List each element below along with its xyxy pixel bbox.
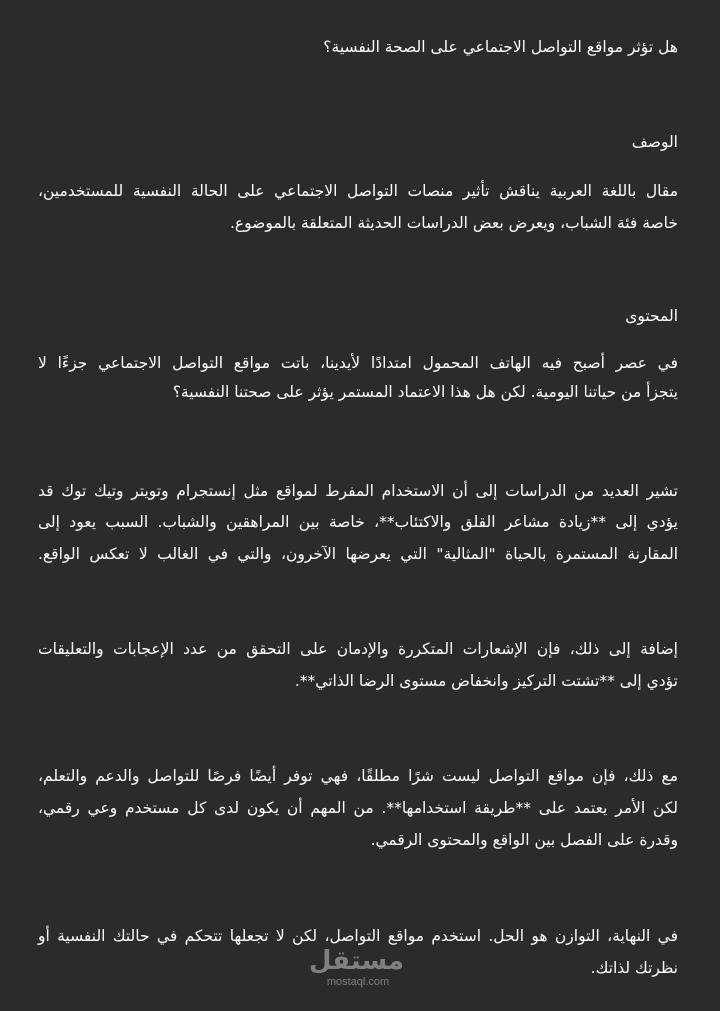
paragraph-line: في النهاية، التوازن هو الحل. استخدم مواقع التواصل، لكن لا تجعلها تتحكم في حالتك النفسية أو [38,927,678,945]
paragraph-line: نظرتك لذاتك. [590,959,678,977]
description-line: خاصة فئة الشباب، ويعرض بعض الدراسات الحديثة المتعلقة بالموضوع. [229,214,678,232]
paragraph-line: لكن الأمر يعتمد على **طريقة استخدامها**. من المهم أن يكون لدى كل مستخدم وعي رقمي، [38,799,678,817]
paragraph-line: يؤدي إلى **زيادة مشاعر القلق والاكتئاب**، خاصة بين المراهقين والشباب. السبب يعود إلى [38,513,678,531]
description-heading: الوصف [631,133,678,151]
description-line: مقال باللغة العربية يناقش تأثير منصات التواصل الاجتماعي على الحالة النفسية للمستخدمين، [38,182,678,200]
mostaql-watermark [308,946,404,989]
paragraph-line: في عصر أصبح فيه الهاتف المحمول امتدادًا لأيدينا، باتت مواقع التواصل الاجتماعي جزءًا لا [38,354,678,372]
watermark-url: mostaql.com [326,976,390,988]
paragraph-line: المقارنة المستمرة بالحياة "المثالية" التي يعرضها الآخرون، والتي في الغالب لا تعكس الواقع. [38,545,678,563]
paragraph-line: تشير العديد من الدراسات إلى أن الاستخدام المفرط لمواقع مثل إنستجرام وتويتر وتيك توك قد [38,482,678,500]
watermark-logo: مستقل [308,946,404,976]
paragraph-line: وقدرة على الفصل بين الواقع والمحتوى الرقمي. [370,831,678,849]
content-heading: المحتوى [625,307,678,325]
paragraph-line: تؤدي إلى **تشتت التركيز وانخفاض مستوى الرضا الذاتي**. [294,672,678,690]
paragraph-line: مع ذلك، فإن مواقع التواصل ليست شرًا مطلقًا، فهي توفر أيضًا فرصًا للتواصل والدعم والتعلم، [38,767,678,785]
article-title: هل تؤثر مواقع التواصل الاجتماعي على الصحة النفسية؟ [323,38,678,56]
paragraph-line: إضافة إلى ذلك، فإن الإشعارات المتكررة والإدمان على التحقق من عدد الإعجابات والتعليقات [38,640,678,658]
paragraph-line: يتجزأ من حياتنا اليومية. لكن هل هذا الاعتماد المستمر يؤثر على صحتنا النفسية؟ [172,383,678,401]
